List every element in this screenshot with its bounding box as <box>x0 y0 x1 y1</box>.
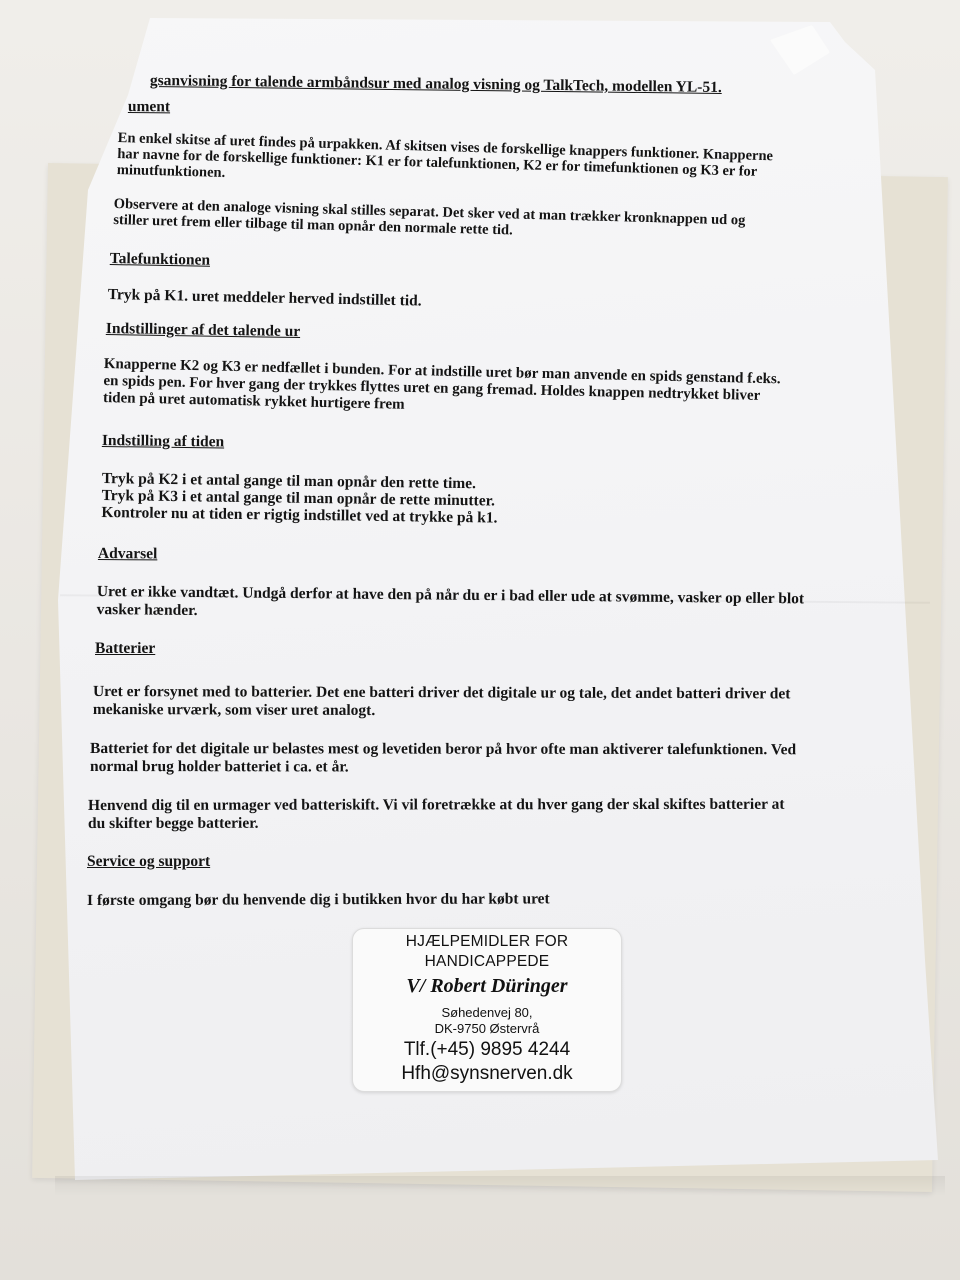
section-heading-batterier: Batterier <box>95 640 156 657</box>
section-text-service: I første omgang bør du henvende dig i butikken hvor du har købt uret <box>87 890 550 909</box>
section-text-batterier-2: Batteriet for det digitale ur belastes mest og levetiden beror på hvor ofte man aktiverer talefunktionen. Ved normal brug holder batteriet i ca. et år. <box>89 740 797 776</box>
section-text-indstilling-tiden: Tryk på K2 i et antal gange til man opnår den rette time. Tryk på K3 i et antal gange til man opnår de rette minutter. Kontroler nu at tiden er rigtig indstillet ved at trykke på k1. <box>101 470 498 527</box>
sticker-postal-city: DK-9750 Østervrå <box>434 1021 540 1036</box>
sticker-street: Søhedenvej 80, <box>441 1005 533 1020</box>
intro-heading: ument <box>127 98 171 116</box>
section-text-indstillinger: Knapperne K2 og K3 er nedfællet i bunden. For at indstille uret bør man anvende en spids genstand f.eks. en spids pen. For hver gang der trykkes flyttes uret en gang fremad. Holdes knappen nedtrykket bliver tiden på uret automatisk rykket hurtigere frem <box>102 356 781 413</box>
section-text-talefunktionen: Tryk på K1. uret meddeler herved indstillet tid. <box>107 286 422 310</box>
intro-paragraph-2: Observere at den analoge visning skal stilles separat. Det sker ved at man trækker kronknappen ud og stiller uret frem eller tilbage til man opnår den normale rette tid. <box>113 196 746 239</box>
document-title: gsanvisning for talende armbåndsur med analog visning og TalkTech, modellen YL-51. <box>149 72 722 96</box>
section-text-advarsel: Uret er ikke vandtæt. Undgå derfor at have den på når du er i bad eller ude at svømme, vasker op eller blot vasker hænder. <box>96 583 805 620</box>
sticker-contact-name: V/ Robert Düringer <box>406 975 568 997</box>
section-text-batterier-3: Henvend dig til en urmager ved batteriskift. Vi vil foretrække at du hver gang der skal skiftes batterier at du skifter begge batterier. <box>88 795 785 832</box>
sticker-email: Hfh@synsnerven.dk <box>401 1063 573 1084</box>
section-heading-indstilling-tiden: Indstilling af tiden <box>101 432 225 451</box>
section-heading-advarsel: Advarsel <box>97 545 158 563</box>
address-sticker <box>352 928 622 1092</box>
intro-paragraph-1: En enkel skitse af uret findes på urpakken. Af skitsen vises de forskellige knappers funktioner. Knapperne har navne for de forskellige funktioner: K1 er for talefunktionen, K2 er for timefunktionen og K3 er for minutfunktionen. <box>116 130 774 182</box>
section-heading-service: Service og support <box>87 853 211 870</box>
sticker-company-line-1: HJÆLPEMIDLER FOR <box>405 933 569 950</box>
section-heading-talefunktionen: Talefunktionen <box>109 250 211 269</box>
sticker-phone: Tlf.(+45) 9895 4244 <box>403 1039 571 1060</box>
section-text-batterier-1: Uret er forsynet med to batterier. Det ene batteri driver det digitale ur og tale, det andet batteri driver det mekaniske urværk, som viser uret analogt. <box>92 683 791 719</box>
sticker-company-line-2: HANDICAPPEDE <box>424 953 550 970</box>
section-heading-indstillinger: Indstillinger af det talende ur <box>105 320 301 341</box>
